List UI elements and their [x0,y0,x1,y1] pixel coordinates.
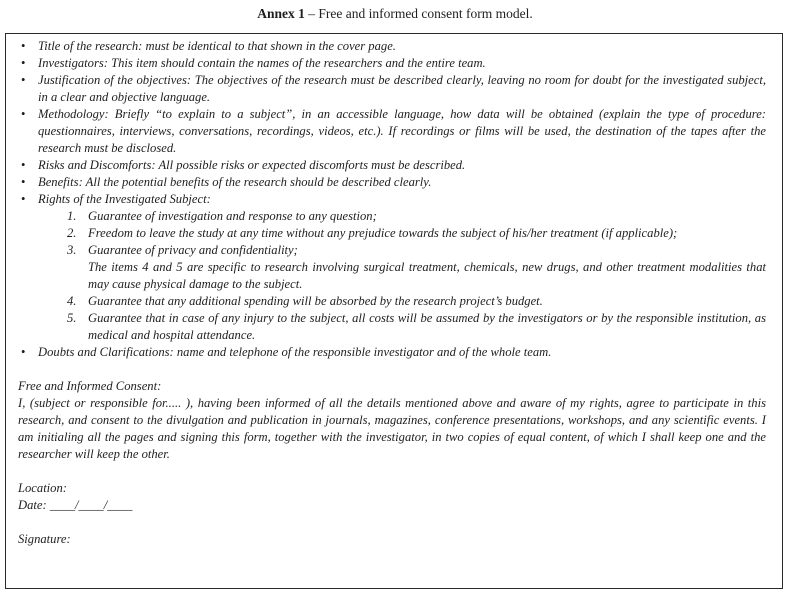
bullet-icon: • [21,345,26,359]
list-item [18,55,766,72]
form-content [18,38,766,548]
rights-text: Guarantee that any additional spending will be absorbed by the research project’s budget. [88,294,543,308]
consent-text: I, (subject or responsible for..... ), having been informed of all the details mentioned above and aware of my rights, agree to participate in this research, and consent to the divulgation and publication in journals, magazines, conference presentations, workshops, and any scientific events. I am initialing all the pages and signing this form, together with the investigator, in two copies of equal content, of which I shall keep one and the researcher will keep the other. [18,396,766,461]
rights-number: 1. [67,209,77,223]
rights-item [38,208,766,225]
bullet-icon: • [21,56,26,70]
rights-text: Guarantee of investigation and response to any question; [88,209,377,223]
list-item [18,72,766,106]
bullet-icon: • [21,39,26,53]
annex-title: – Free and informed consent form model. [304,6,533,21]
spacer [18,514,766,531]
annex-caption [0,6,790,22]
bullet-icon: • [21,107,26,121]
rights-text: Freedom to leave the study at any time without any prejudice towards the subject of his/her treatment (if applicable); [88,226,678,240]
consent-heading: Free and Informed Consent: [18,379,162,393]
rights-item [38,242,766,293]
list-item [18,157,766,174]
bullet-icon: • [21,192,26,206]
list-item [18,106,766,157]
list-item [18,38,766,55]
date-field: Date: ____/____/____ [18,498,133,512]
item-text: Benefits: All the potential benefits of the research should be described clearly. [38,175,432,189]
item-text: Doubts and Clarifications: name and telephone of the responsible investigator and of the whole team. [38,345,552,359]
annex-label: Annex 1 [257,6,305,21]
item-text: Title of the research: must be identical to that shown in the cover page. [38,39,396,53]
item-text: Justification of the objectives: The objectives of the research must be described clearly, leaving no room for doubt for the investigated subject, in a clear and objective language. [38,73,766,104]
rights-number: 2. [67,226,77,240]
bullet-icon: • [21,73,26,87]
bullet-icon: • [21,158,26,172]
bullet-icon: • [21,175,26,189]
item-text: Investigators: This item should contain the names of the researchers and the entire team. [38,56,486,70]
rights-number: 5. [67,311,77,325]
rights-item [38,310,766,344]
rights-number: 4. [67,294,77,308]
rights-list [38,208,766,344]
item-text: Rights of the Investigated Subject: [38,192,211,206]
item-text: Risks and Discomforts: All possible risks or expected discomforts must be described. [38,158,466,172]
form-items-list [18,38,766,361]
list-item [18,191,766,344]
rights-text: Guarantee that in case of any injury to the subject, all costs will be assumed by the investigators or by the responsible institution, as medical and hospital attendance. [88,311,766,342]
list-item [18,174,766,191]
rights-item [38,225,766,242]
spacer [18,361,766,378]
item-text: Methodology: Briefly “to explain to a subject”, in an accessible language, how data will be obtained (explain the type of procedure: questionnaires, interviews, conversations, recordings, videos, etc.). If recordings or films will be used, the destination of the tapes after the research must be disclosed. [38,107,766,155]
rights-item [38,293,766,310]
spacer [18,463,766,480]
signature-field: Signature: [18,532,71,546]
location-field: Location: [18,481,67,495]
rights-number: 3. [67,243,77,257]
list-item [18,344,766,361]
rights-text: Guarantee of privacy and confidentiality; [88,243,298,257]
rights-note: The items 4 and 5 are specific to research involving surgical treatment, chemicals, new drugs, and other treatment modalities that may cause physical damage to the subject. [88,260,766,291]
